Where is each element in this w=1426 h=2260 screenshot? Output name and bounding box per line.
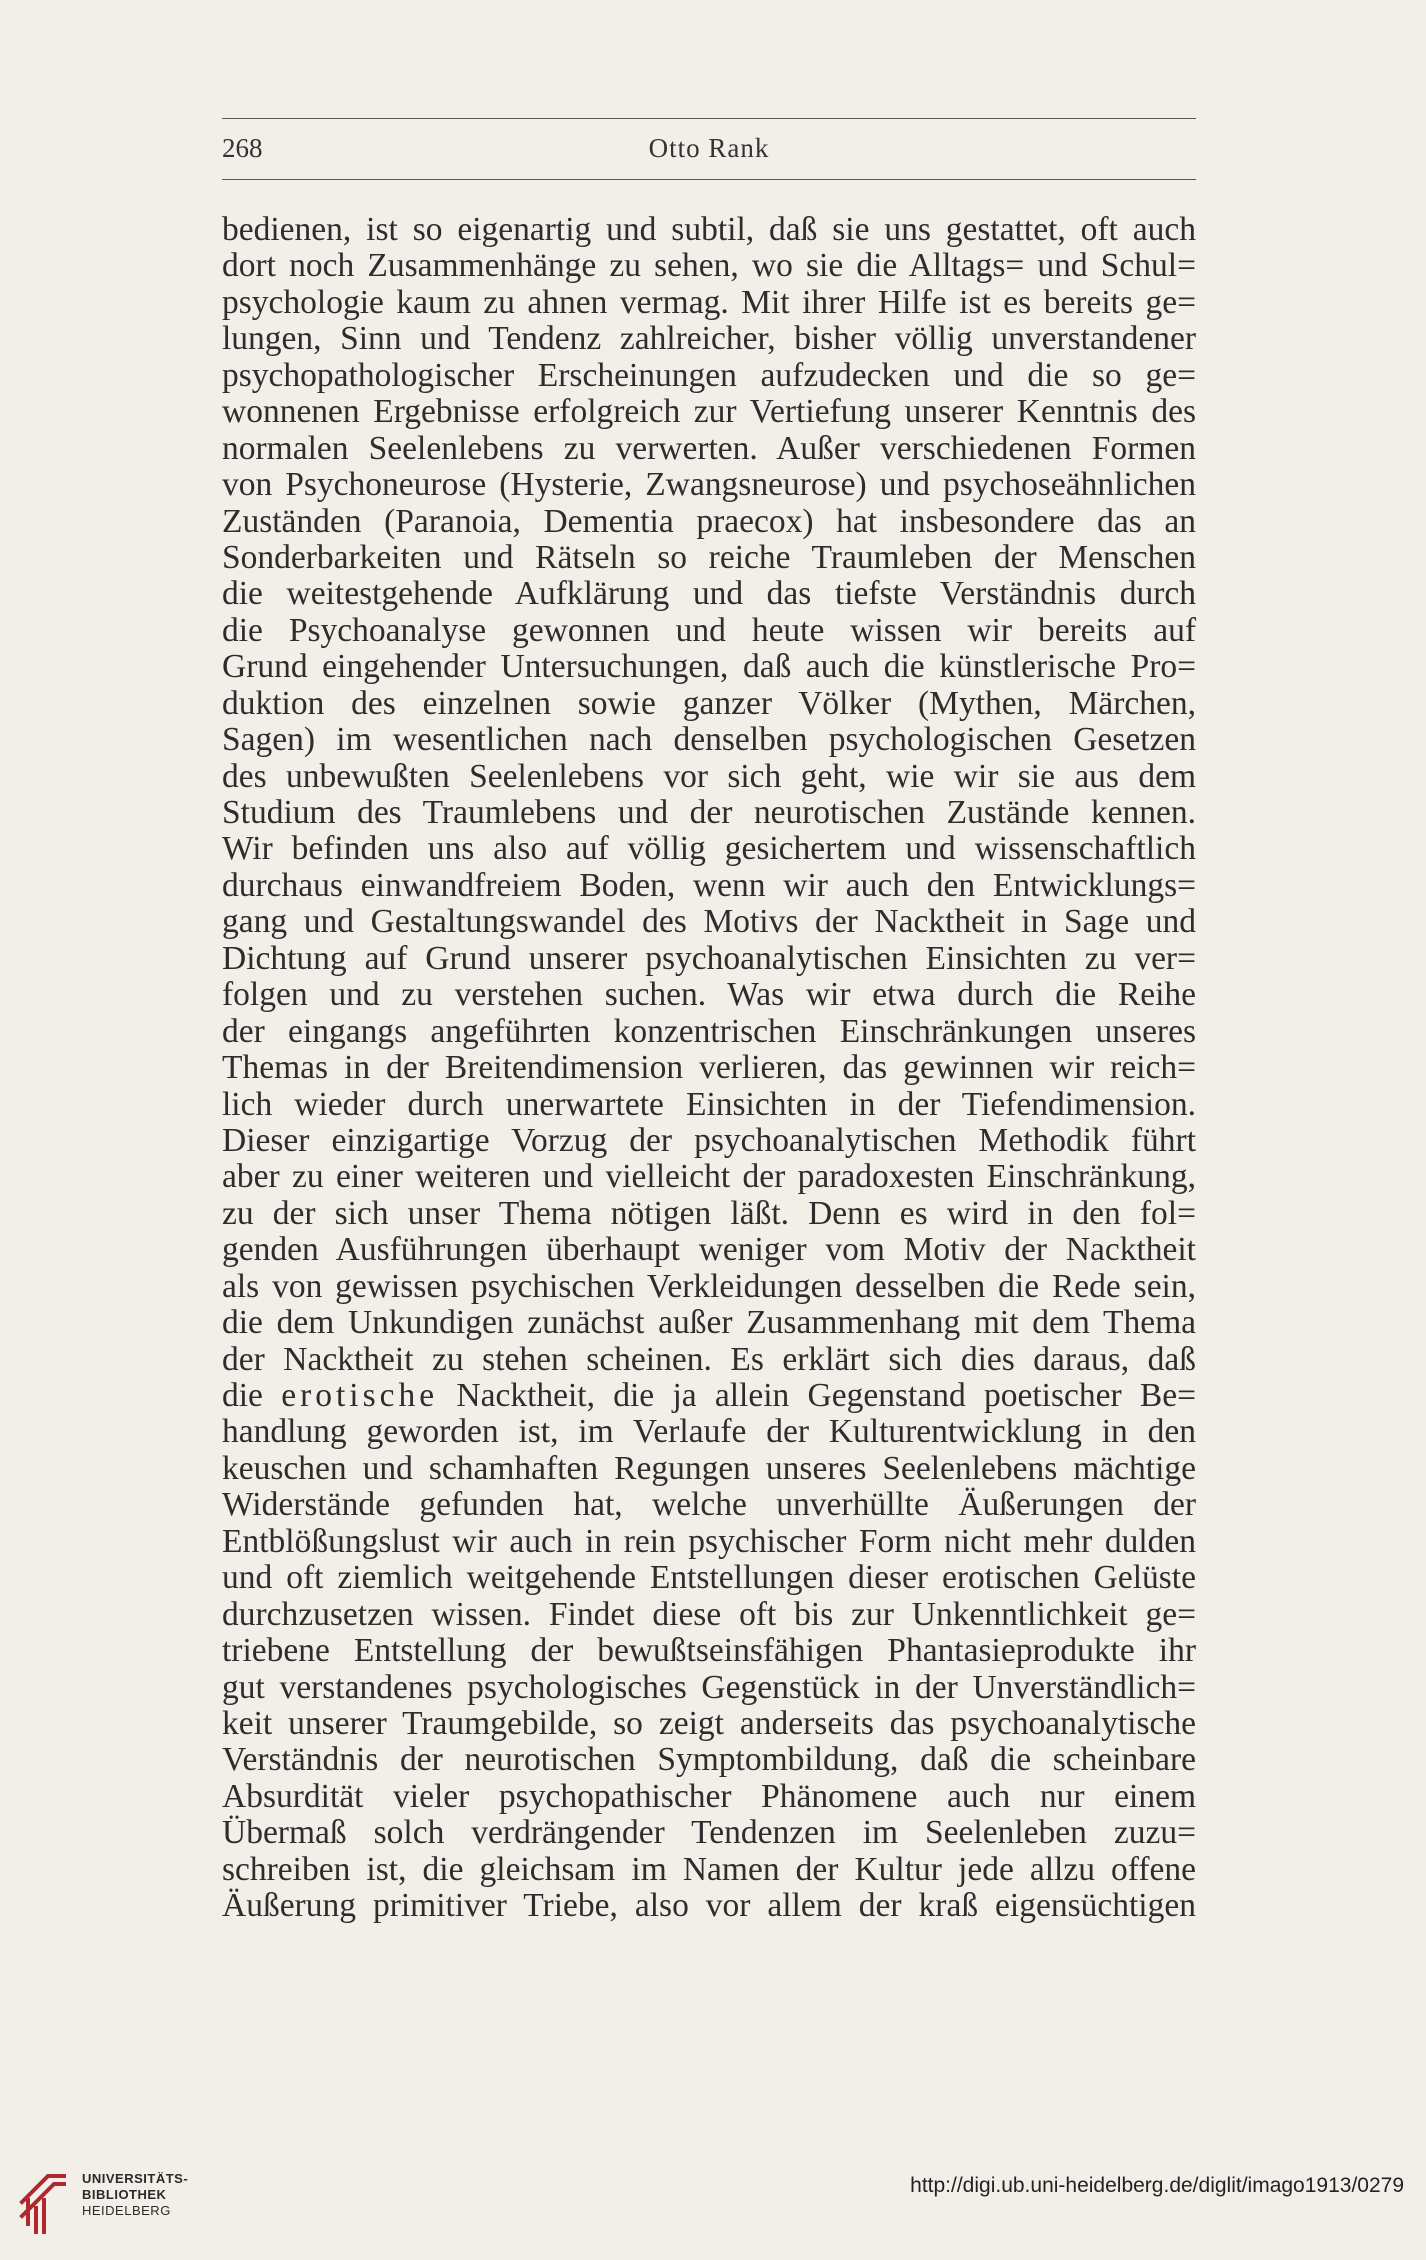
- page-number: 268: [222, 133, 263, 163]
- text-line: Dichtung auf Grund unserer psychoanalytischen Einsichten zu ver=: [222, 939, 1196, 977]
- text-line: keit unserer Traumgebilde, so zeigt anderseits das psychoanalytische: [222, 1704, 1196, 1742]
- running-title: Otto Rank: [648, 133, 770, 163]
- text-line: von Psychoneurose (Hysterie, Zwangsneurose) und psychoseähnlichen: [222, 466, 1196, 504]
- text-line: der Nacktheit zu stehen scheinen. Es erklärt sich dies daraus, daß: [222, 1340, 1196, 1378]
- text-line: genden Ausführungen überhaupt weniger vom Motiv der Nacktheit: [222, 1231, 1196, 1269]
- text-line: lungen, Sinn und Tendenz zahlreicher, bisher völlig unverstandener: [222, 320, 1196, 358]
- library-line-2: BIBLIOTHEK: [82, 2187, 167, 2202]
- text-line: Übermaß solch verdrängender Tendenzen im Seelenleben zuzu=: [222, 1814, 1196, 1852]
- text-line: folgen und zu verstehen suchen. Was wir etwa durch die Reihe: [222, 976, 1196, 1014]
- university-library-logo-icon: [18, 2164, 72, 2236]
- text-line: duktion des einzelnen sowie ganzer Völker (Mythen, Märchen,: [222, 684, 1196, 722]
- text-line: dort noch Zusammenhänge zu sehen, wo sie die Alltags= und Schul=: [222, 247, 1196, 285]
- text-line: des unbewußten Seelenlebens vor sich geht, wie wir sie aus dem: [222, 757, 1196, 795]
- text-line: psychologie kaum zu ahnen vermag. Mit ihrer Hilfe ist es bereits ge=: [222, 283, 1196, 321]
- text-line: lich wieder durch unerwartete Einsichten in der Tiefendimension.: [222, 1085, 1196, 1123]
- text-line: Sonderbarkeiten und Rätseln so reiche Traumleben der Menschen: [222, 538, 1196, 576]
- text-line: wonnenen Ergebnisse erfolgreich zur Vertiefung unserer Kenntnis des: [222, 393, 1196, 431]
- text-line: Wir befinden uns also auf völlig gesichertem und wissenschaftlich: [222, 830, 1196, 868]
- text-line: Sagen) im wesentlichen nach denselben psychologischen Gesetzen: [222, 721, 1196, 759]
- body-text: [222, 212, 1196, 1925]
- text-line: durchaus einwandfreiem Boden, wenn wir auch den Entwicklungs=: [222, 866, 1196, 904]
- page-footer: [0, 2155, 1426, 2260]
- text-line: Äußerung primitiver Triebe, also vor allem der kraß eigensüchtigen: [222, 1887, 1196, 1925]
- text-line: Widerstände gefunden hat, welche unverhüllte Äußerungen der: [222, 1486, 1196, 1524]
- text-segment: die: [222, 1377, 282, 1414]
- text-line: Zuständen (Paranoia, Dementia praecox) hat insbesondere das an: [222, 502, 1196, 540]
- text-line: schreiben ist, die gleichsam im Namen der Kultur jede allzu offene: [222, 1850, 1196, 1888]
- text-line: durchzusetzen wissen. Findet diese oft bis zur Unkenntlichkeit ge=: [222, 1595, 1196, 1633]
- text-line: normalen Seelenlebens zu verwerten. Außer verschiedenen Formen: [222, 429, 1196, 467]
- text-segment: Nacktheit, die ja allein Gegenstand poetischer Be=: [438, 1377, 1196, 1414]
- text-line: als von gewissen psychischen Verkleidungen desselben die Rede sein,: [222, 1267, 1196, 1305]
- text-line: psychopathologischer Erscheinungen aufzudecken und die so ge=: [222, 356, 1196, 394]
- text-line: gang und Gestaltungswandel des Motivs der Nacktheit in Sage und: [222, 903, 1196, 941]
- text-line: aber zu einer weiteren und vielleicht der paradoxesten Einschränkung,: [222, 1158, 1196, 1196]
- text-line: bedienen, ist so eigenartig und subtil, daß sie uns gestattet, oft auch: [222, 211, 1196, 248]
- library-line-1: UNIVERSITÄTS-: [82, 2171, 189, 2186]
- text-line: Themas in der Breitendimension verlieren, das gewinnen wir reich=: [222, 1049, 1196, 1087]
- emphasized-word: erotische: [281, 1377, 439, 1414]
- page-header: [222, 118, 1196, 180]
- text-line: die Psychoanalyse gewonnen und heute wissen wir bereits auf: [222, 611, 1196, 649]
- text-line: triebene Entstellung der bewußtseinsfähigen Phantasieprodukte ihr: [222, 1632, 1196, 1670]
- text-line: [222, 1378, 1196, 1414]
- text-line: die weitestgehende Aufklärung und das tiefste Verständnis durch: [222, 575, 1196, 613]
- library-name: [82, 2171, 188, 2219]
- library-line-3: HEIDELBERG: [82, 2203, 171, 2218]
- source-url-link[interactable]: http://digi.ub.uni-heidelberg.de/diglit/imago1913/0279: [910, 2174, 1404, 2197]
- text-line: Verständnis der neurotischen Symptombildung, daß die scheinbare: [222, 1741, 1196, 1779]
- text-line: gut verstandenes psychologisches Gegenstück in der Unverständlich=: [222, 1668, 1196, 1706]
- text-line: Studium des Traumlebens und der neurotischen Zustände kennen.: [222, 794, 1196, 831]
- text-line: keuschen und schamhaften Regungen unseres Seelenlebens mächtige: [222, 1449, 1196, 1487]
- text-line: und oft ziemlich weitgehende Entstellungen dieser erotischen Gelüste: [222, 1559, 1196, 1597]
- text-line: Entblößungslust wir auch in rein psychischer Form nicht mehr dulden: [222, 1522, 1196, 1560]
- text-line: Dieser einzigartige Vorzug der psychoanalytischen Methodik führt: [222, 1121, 1196, 1159]
- text-line: die dem Unkundigen zunächst außer Zusammenhang mit dem Thema: [222, 1304, 1196, 1342]
- text-line: der eingangs angeführten konzentrischen Einschränkungen unseres: [222, 1012, 1196, 1050]
- text-line: zu der sich unser Thema nötigen läßt. Denn es wird in den fol=: [222, 1194, 1196, 1232]
- text-line: Grund eingehender Untersuchungen, daß auch die künstlerische Pro=: [222, 648, 1196, 686]
- text-line: Absurdität vieler psychopathischer Phänomene auch nur einem: [222, 1777, 1196, 1815]
- text-line: handlung geworden ist, im Verlaufe der Kulturentwicklung in den: [222, 1413, 1196, 1451]
